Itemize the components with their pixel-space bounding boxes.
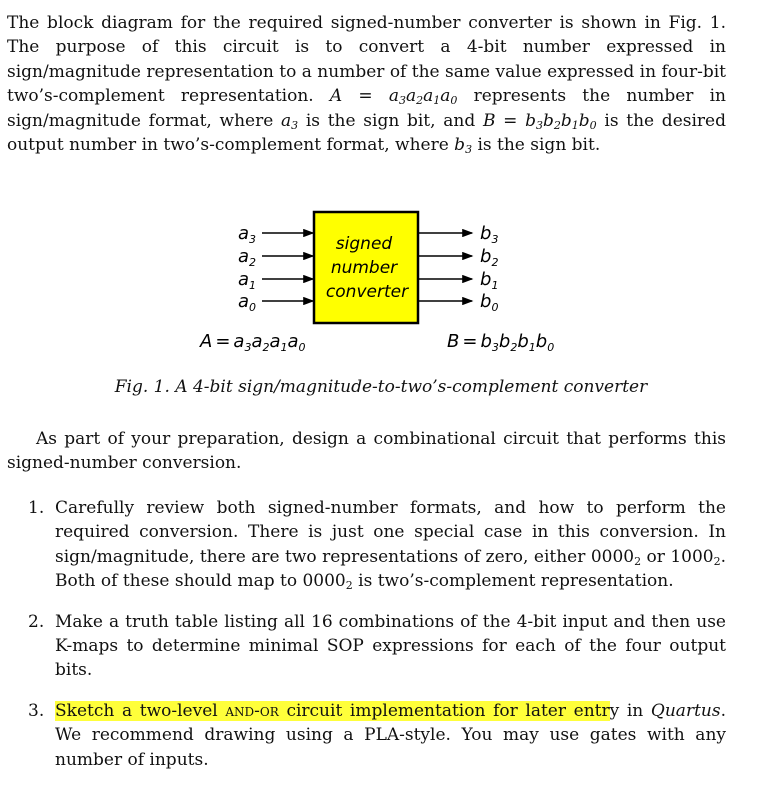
output-label-b2: $b_2$ — [480, 246, 499, 269]
eq-sign: = — [342, 86, 389, 107]
a-expr-sub-2: 2 — [416, 94, 424, 108]
block-label-line-3: converter — [325, 282, 409, 302]
intro-text-5: is the sign bit. — [472, 135, 601, 156]
task-list — [28, 496, 726, 788]
input-label-a1: $a_1$ — [238, 269, 257, 292]
prep-paragraph: As part of your preparation, design a combinational circuit that performs this signed-number conversion. — [7, 429, 726, 474]
quartus-name: Quartus — [650, 700, 721, 721]
intro-text-1: The block diagram for the required signed-number converter is shown in Fig. 1. The purpose of this circuit is to convert a 4-bit number expressed in sign/magnitude representation to a number of the same value expressed in four-bit two’s-complement representation. — [7, 13, 726, 107]
a-expr-sub-3: 3 — [398, 94, 406, 108]
intro-text-4: is the desired output number in two’s-complement format, where — [7, 110, 726, 156]
list-number: 1. — [28, 498, 45, 518]
input-label-a2: $a_2$ — [238, 246, 257, 269]
var-A: A — [329, 86, 343, 107]
b-expr: $b_3b_2b_1b_0$ — [525, 110, 597, 132]
a-expr-base-0: a — [440, 86, 451, 107]
output-label-b0: $b_0$ — [480, 291, 499, 314]
block-label-line-2: number — [330, 258, 398, 278]
input-label-a0: $a_0$ — [238, 291, 257, 314]
a-expr-sub-0: 0 — [450, 94, 458, 108]
highlighted-text: Sketch a two-level and-or circuit implementation for later entr — [55, 700, 610, 721]
input-label-a3: $a_3$ — [238, 223, 257, 246]
output-label-b3: $b_3$ — [480, 223, 499, 246]
a-vector-label: $A = a_3a_2a_1a_0$ — [200, 331, 306, 354]
a-expr-base-3: a — [388, 86, 399, 107]
list-number: 3. — [28, 700, 45, 721]
figure-caption: Fig. 1. A 4-bit sign/magnitude-to-two’s-complement converter — [114, 377, 648, 397]
a-expr-base-1: a — [423, 86, 434, 107]
intro-text-3: is the sign bit, and — [298, 110, 483, 131]
var-B: B — [482, 110, 496, 131]
list-item-3: 3. Sketch a two-level and-or circuit implementation for later entry in Quartus. We recommend drawing using a PLA-style. You may use gates with any number of inputs. — [28, 700, 726, 770]
list-number: 2. — [28, 611, 45, 632]
intro-paragraph — [7, 11, 726, 157]
b-vector-label: $B = b_3b_2b_1b_0$ — [447, 331, 555, 354]
a-expr — [389, 86, 458, 106]
block-diagram — [0, 200, 762, 370]
a-expr-sub-1: 1 — [433, 94, 441, 108]
list-item-1: 1. Carefully review both signed-number formats, and how to perform the required conversion. There is just one special case in this conversion. In sign/magnitude, there are two representations of zero, either $0000_2$ or $1000_2$. Both of these should map to $0000_2$ is two’s-complement representation. — [28, 498, 727, 593]
intro-text-2: represents the number in sign/magnitude format, where — [7, 86, 726, 131]
list-item-2: 2. Make a truth table listing all 16 combinations of the 4-bit input and then use K-maps to determine minimal SOP expressions for each of the four output bits. — [28, 611, 726, 681]
a-expr-base-2: a — [405, 86, 417, 107]
output-label-b1: $b_1$ — [480, 269, 499, 292]
b3-sign-bit: $b_3$ — [454, 135, 473, 157]
block-label-line-1: signed — [335, 234, 393, 254]
a3-sign-bit: $a_3$ — [281, 110, 299, 132]
eq-sign-2: = — [495, 110, 526, 131]
